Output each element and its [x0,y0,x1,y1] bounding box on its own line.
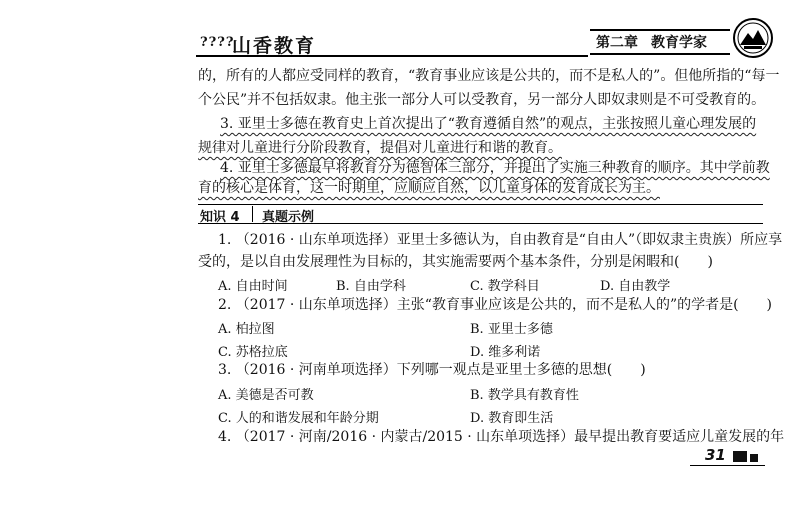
question-1-line-2: 受的，是以自由发展理性为目标的，其实施需要两个基本条件，分别是闲暇和( ) [198,254,713,270]
chapter-label: 第二章 [596,35,638,51]
body-line-5: 4. 亚里士多德最早将教育分为德智体三部分，并提出了实施三种教育的顺序。其中学前教 [220,160,770,176]
q1-option-c: C. 教学科目 [470,279,540,294]
q3-option-b: B. 教学具有教育性 [470,388,579,403]
footer-rule [690,465,765,466]
q2-option-c: C. 苏格拉底 [218,345,288,360]
page-marker-block [733,451,747,462]
header-rule [196,55,588,57]
question-4-line-1: 4. （2017 · 河南/2016 · 内蒙古/2015 · 山东单项选择）最早提出教育要适应儿童发展的年 [218,429,785,445]
q3-option-d: D. 教育即生活 [470,411,554,426]
body-line-4: 规律对儿童进行分阶段教育，提倡对儿童进行和谐的教育。 [198,140,562,156]
section-tag: 知识 4 [200,210,240,225]
body-line-6: 育的核心是体育，这一时期里，应顺应自然，以儿童身体的发育成长为主。 [198,180,660,196]
question-1-line-1: 1. （2016 · 山东单项选择）亚里士多德认为，自由教育是“自由人”（即奴隶主贵族）所应享 [218,232,783,248]
q1-option-b: B. 自由学科 [336,279,406,294]
section-title: 真题示例 [262,210,315,225]
q3-option-a: A. 美德是否可教 [218,388,314,403]
question-3-line-1: 3. （2016 · 河南单项选择）下列哪一观点是亚里士多德的思想( ) [218,362,646,378]
q2-option-b: B. 亚里士多德 [470,322,553,337]
brand-title: 山香教育 [232,35,317,57]
q1-option-d: D. 自由教学 [600,279,671,294]
chapter-topic: 教育学家 [651,35,707,51]
q2-option-a: A. 柏拉图 [218,322,275,337]
q1-option-a: A. 自由时间 [218,279,288,294]
body-line-2: 个公民”并不包括奴隶。他主张一部分人可以受教育，另一部分人即奴隶则是不可受教育的。 [198,92,766,108]
body-line-1: 的，所有的人都应受同样的教育，“教育事业应该是公共的，而不是私人的”。但他所指的“每一 [198,68,780,84]
page-marker-block-small [750,454,758,462]
mountain-logo-icon [732,17,774,59]
q3-option-c: C. 人的和谐发展和年龄分期 [218,411,379,426]
question-2-line-1: 2. （2017 · 山东单项选择）主张“教育事业应该是公共的，而不是私人的”的学者是( ) [218,297,773,313]
q2-option-d: D. 维多利诺 [470,345,541,360]
header-dots: ???? [200,35,235,50]
page-number: 31 [705,446,726,464]
body-line-3: 3. 亚里士多德在教育史上首次提出了“教育遵循自然”的观点，主张按照儿童心理发展的 [220,116,757,132]
section-divider [252,206,253,222]
